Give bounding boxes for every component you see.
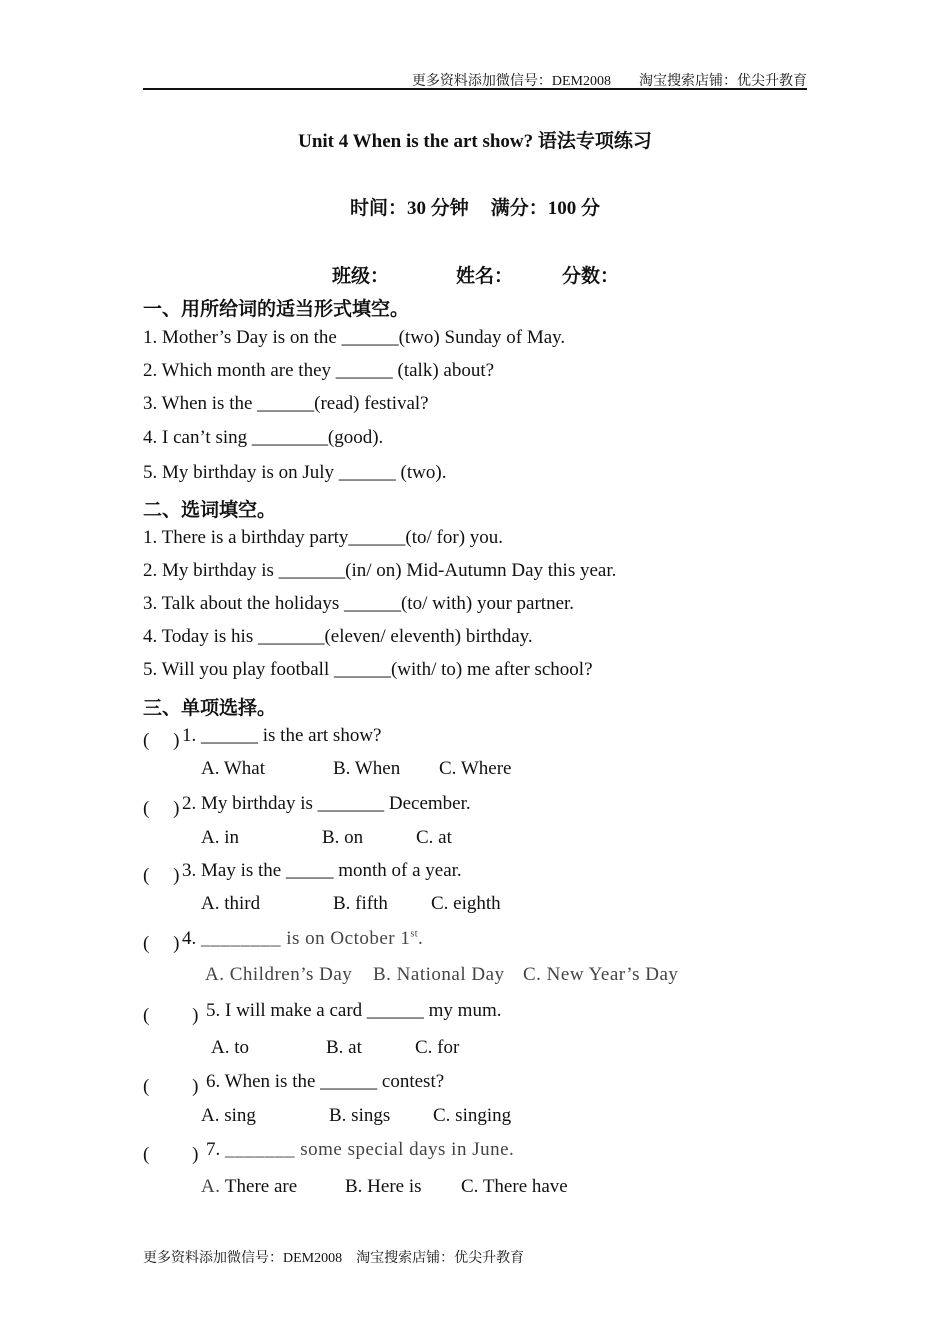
question-number: 4. <box>182 928 197 949</box>
option-b: B. When <box>333 758 401 779</box>
option-c: C. eighth <box>431 893 501 914</box>
option-b: B. fifth <box>333 893 388 914</box>
answer-paren: ( ) <box>143 730 180 751</box>
option-b: B. National Day <box>373 964 505 985</box>
option-a: A. in <box>201 827 239 848</box>
section2-item: 2. My birthday is _______(in/ on) Mid-Autumn Day this year. <box>143 560 617 581</box>
section3-heading: 三、单项选择。 <box>143 698 277 719</box>
option-c: C. There have <box>461 1176 568 1197</box>
section1-item: 4. I can’t sing ________(good). <box>143 427 384 448</box>
question-stem: 6. When is the ______ contest? <box>206 1071 445 1092</box>
question-stem <box>182 928 423 950</box>
page-title: Unit 4 When is the art show? 语法专项练习 <box>298 131 652 152</box>
section2-heading: 二、选词填空。 <box>143 500 277 521</box>
section1-item: 3. When is the ______(read) festival? <box>143 393 429 414</box>
name-label: 姓名： <box>456 266 514 287</box>
option-a: A. sing <box>201 1105 256 1126</box>
answer-paren: ( ) <box>143 798 180 819</box>
option-b: B. at <box>326 1037 362 1058</box>
answer-paren: ( ) <box>143 865 180 886</box>
section1-item: 5. My birthday is on July ______ (two). <box>143 462 447 483</box>
question-stem <box>206 1139 514 1161</box>
option-c: C. New Year’s Day <box>523 964 679 985</box>
header-divider <box>143 88 807 90</box>
class-label: 班级： <box>332 266 390 287</box>
section2-item: 5. Will you play football ______(with/ to) me after school? <box>143 659 593 680</box>
option-c: C. Where <box>439 758 512 779</box>
time-label: 时间：30 分钟 <box>349 198 469 219</box>
option-b: B. on <box>322 827 364 848</box>
option-a-text: There are <box>224 1176 298 1197</box>
question-text: _______ some special days in June. <box>225 1139 515 1160</box>
section2-item: 3. Talk about the holidays ______(to/ with) your partner. <box>143 593 575 614</box>
question-text: ________ is on October 1 <box>201 928 411 949</box>
page-footer: 更多资料添加微信号：DEM2008 淘宝搜索店铺：优尖升教育 <box>143 1251 525 1266</box>
answer-paren: ( ) <box>143 1005 199 1026</box>
question-stem: 2. My birthday is _______ December. <box>182 793 471 814</box>
section1-item: 1. Mother’s Day is on the ______(two) Sunday of May. <box>143 327 566 348</box>
option-a: A. Children’s Day <box>205 964 353 985</box>
question-stem: 1. ______ is the art show? <box>182 725 382 746</box>
option-a: A. third <box>201 893 261 914</box>
time-score-line <box>0 193 950 220</box>
option-a: A. What <box>201 758 266 779</box>
question-number: 7. <box>206 1139 221 1160</box>
page-header: 更多资料添加微信号：DEM2008 淘宝搜索店铺：优尖升教育 <box>411 74 807 89</box>
ordinal-suffix: st <box>410 928 419 940</box>
answer-paren: ( ) <box>143 933 180 954</box>
question-stem: 5. I will make a card ______ my mum. <box>206 1000 502 1021</box>
option-a <box>201 1176 297 1198</box>
section1-item: 2. Which month are they ______ (talk) about? <box>143 360 495 381</box>
section1-heading: 一、用所给词的适当形式填空。 <box>143 299 410 320</box>
question-stem: 3. May is the _____ month of a year. <box>182 860 462 881</box>
option-a: A. to <box>211 1037 249 1058</box>
score-label: 分数： <box>562 266 620 287</box>
option-a-letter: A. <box>201 1176 221 1197</box>
answer-paren: ( ) <box>143 1076 199 1097</box>
full-score-label: 满分：100 分 <box>490 198 601 219</box>
question-period: . <box>418 928 424 949</box>
option-c: C. at <box>416 827 452 848</box>
option-b: B. sings <box>329 1105 391 1126</box>
section2-item: 1. There is a birthday party______(to/ for) you. <box>143 527 504 548</box>
option-b: B. Here is <box>345 1176 422 1197</box>
section2-item: 4. Today is his _______(eleven/ eleventh) birthday. <box>143 626 533 647</box>
option-c: C. singing <box>433 1105 512 1126</box>
answer-paren: ( ) <box>143 1144 199 1165</box>
option-c: C. for <box>415 1037 460 1058</box>
